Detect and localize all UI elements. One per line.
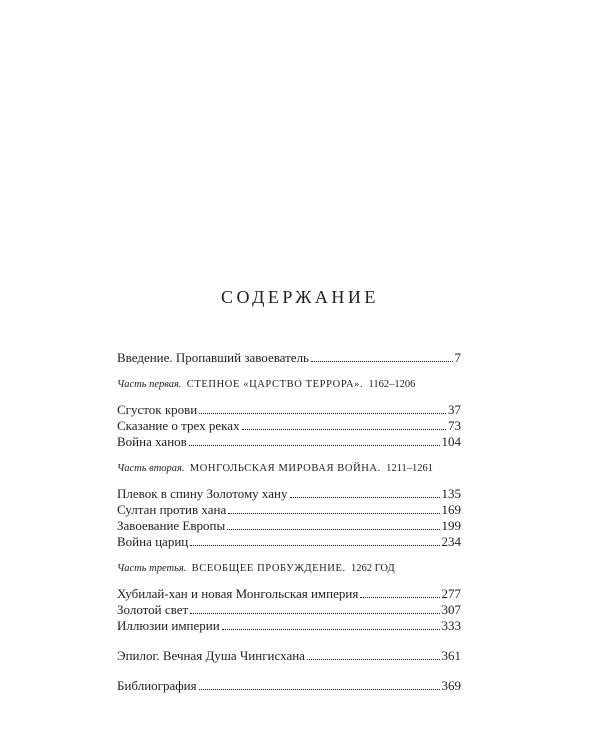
page-title: СОДЕРЖАНИЕ	[221, 287, 379, 307]
entry-label: Завоевание Европы	[117, 518, 226, 533]
part-heading-3	[117, 562, 461, 576]
part-years: 1262 ГОД	[350, 563, 395, 574]
dot-leader	[360, 596, 439, 598]
dot-leader	[290, 496, 440, 498]
dot-leader	[199, 412, 446, 414]
dot-leader	[228, 512, 439, 514]
toc-entry	[117, 518, 461, 534]
dot-leader	[190, 612, 439, 614]
entry-label: Война ханов	[117, 434, 187, 449]
entry-label: Иллюзии империи	[117, 618, 220, 633]
entry-label: Сгусток крови	[117, 402, 198, 417]
part-number: Часть вторая.	[117, 463, 185, 474]
dot-leader	[189, 444, 440, 446]
toc-entry	[117, 586, 461, 602]
part-years: 1162–1206	[368, 379, 416, 390]
entry-page-number: 333	[441, 618, 461, 633]
entry-label: Плевок в спину Золотому хану	[117, 486, 288, 501]
dot-leader	[199, 688, 440, 690]
entry-label: Султан против хана	[117, 502, 227, 517]
entry-label: Библиография	[117, 678, 197, 693]
part-number: Часть третья.	[117, 563, 187, 574]
toc-entry	[117, 402, 461, 418]
entry-label: Введение. Пропавший завоеватель	[117, 350, 309, 365]
entry-page-number: 135	[441, 486, 461, 501]
part-title: СТЕПНОЕ «ЦАРСТВО ТЕРРОРА».	[186, 379, 364, 390]
dot-leader	[242, 428, 447, 430]
entry-page-number: 7	[454, 350, 461, 365]
toc-entry	[117, 434, 461, 450]
toc-entry	[117, 502, 461, 518]
entry-label: Эпилог. Вечная Душа Чингисхана	[117, 648, 305, 663]
entry-page-number: 369	[441, 678, 461, 693]
entry-page-number: 277	[441, 586, 461, 601]
part-heading-1	[117, 378, 461, 392]
part-years: 1211–1261	[386, 463, 433, 474]
part-title: ВСЕОБЩЕЕ ПРОБУЖДЕНИЕ.	[191, 563, 346, 574]
entry-page-number: 37	[448, 402, 461, 417]
toc-entry-epilogue	[117, 648, 461, 664]
dot-leader	[311, 360, 453, 362]
entry-page-number: 361	[441, 648, 461, 663]
dot-leader	[227, 528, 439, 530]
table-of-contents	[117, 350, 461, 694]
toc-entry	[117, 602, 461, 618]
toc-entry	[117, 534, 461, 550]
entry-page-number: 169	[441, 502, 461, 517]
toc-entry	[117, 618, 461, 634]
entry-page-number: 234	[441, 534, 461, 549]
entry-label: Хубилай-хан и новая Монгольская империя	[117, 586, 359, 601]
entry-page-number: 199	[441, 518, 461, 533]
toc-entry	[117, 418, 461, 434]
part-number: Часть первая.	[117, 379, 182, 390]
entry-label: Сказание о трех реках	[117, 418, 240, 433]
dot-leader	[307, 658, 440, 660]
entry-page-number: 104	[441, 434, 461, 449]
entry-label: Война цариц	[117, 534, 189, 549]
part-title: МОНГОЛЬСКАЯ МИРОВАЯ ВОЙНА.	[189, 463, 381, 474]
dot-leader	[190, 544, 439, 546]
dot-leader	[222, 628, 440, 630]
toc-entry-bibliography	[117, 678, 461, 694]
toc-entry-introduction	[117, 350, 461, 366]
entry-page-number: 73	[448, 418, 461, 433]
toc-entry	[117, 486, 461, 502]
part-heading-2	[117, 462, 461, 476]
entry-page-number: 307	[441, 602, 461, 617]
entry-label: Золотой свет	[117, 602, 189, 617]
